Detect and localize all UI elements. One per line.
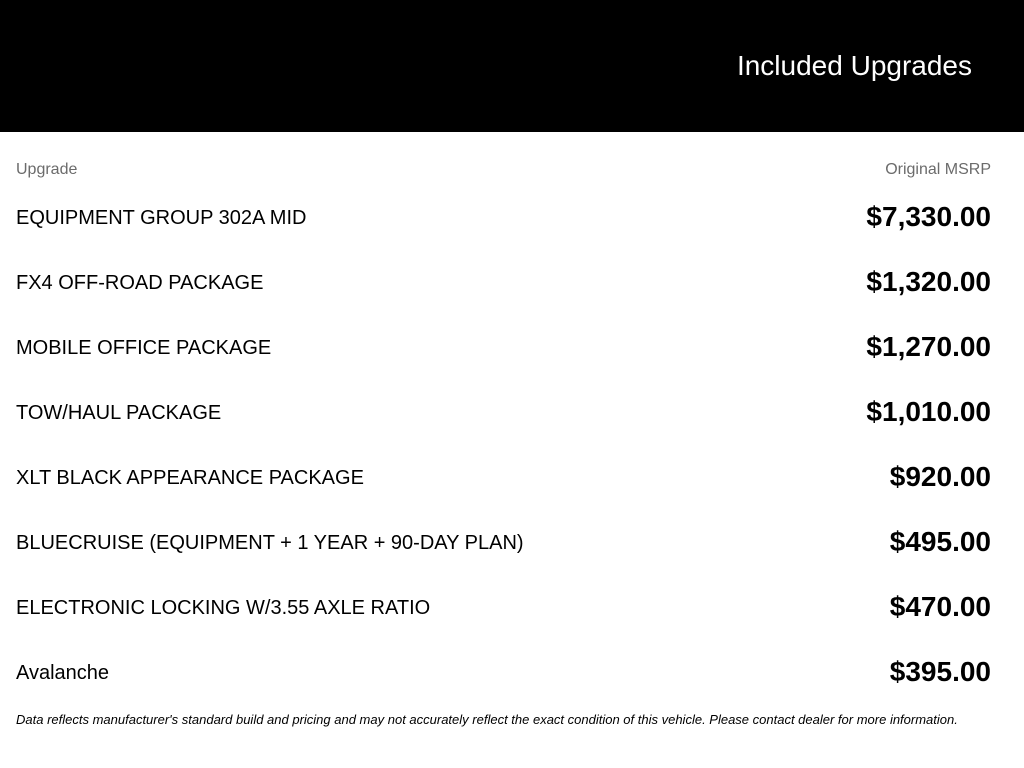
list-item [16,320,991,385]
upgrade-name: XLT BLACK APPEARANCE PACKAGE [16,467,364,489]
upgrade-name: EQUIPMENT GROUP 302A MID [16,207,307,229]
upgrade-price: $470.00 [889,591,991,622]
upgrade-name: TOW/HAUL PACKAGE [16,402,222,424]
upgrade-price: $395.00 [889,656,991,687]
upgrade-name: BLUECRUISE (EQUIPMENT + 1 YEAR + 90-DAY PLAN) [16,532,524,554]
upgrade-name: FX4 OFF-ROAD PACKAGE [16,272,264,294]
list-item [16,515,991,580]
list-item [16,450,991,515]
list-item [16,645,991,710]
upgrade-price: $495.00 [889,526,991,557]
column-header-upgrade: Upgrade [16,161,78,178]
list-item [16,190,991,255]
column-header-msrp: Original MSRP [885,161,991,178]
header-bar [0,0,1024,132]
upgrade-price: $1,270.00 [866,331,991,362]
upgrade-name: Avalanche [16,662,110,684]
upgrade-name: MOBILE OFFICE PACKAGE [16,337,272,359]
upgrades-list [16,190,991,710]
list-item [16,385,991,450]
upgrade-price: $1,320.00 [866,266,991,297]
upgrade-price: $7,330.00 [866,201,991,232]
upgrade-price: $920.00 [889,461,991,492]
disclaimer-text: Data reflects manufacturer's standard build and pricing and may not accurately reflect the exact condition of this vehicle. Please contact dealer for more information. [16,712,958,727]
upgrade-price: $1,010.00 [866,396,991,427]
list-item [16,255,991,320]
list-item [16,580,991,645]
upgrade-name: ELECTRONIC LOCKING W/3.55 AXLE RATIO [16,597,431,619]
page-title: Included Upgrades [736,50,972,81]
